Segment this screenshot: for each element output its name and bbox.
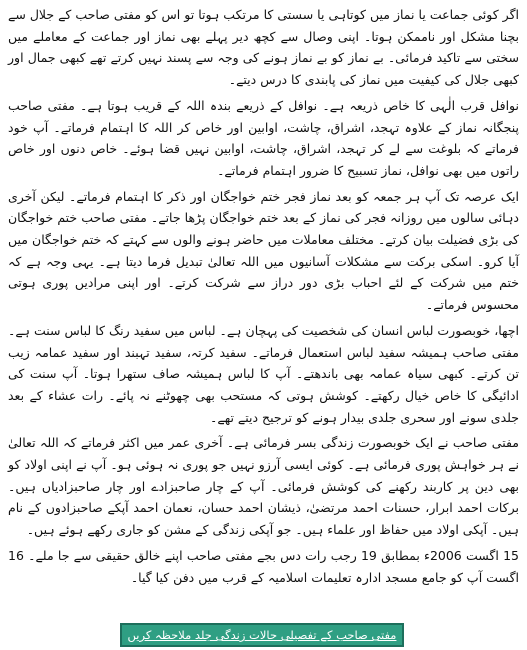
paragraph-prayer-discipline: اگر کوئی جماعت یا نماز میں کوتاہی یا سستی کا مرتکب ہوتا تو اس کو مفتی صاحب کے جلال سے بچنا مشکل اور ناممکن ہوتا۔ اپنی وصال سے کچھ دیر پہلے بھی نماز اور جماعت کے معاملے میں سختی سے تاکید فرمائی۔ بے نماز کو بے نماز ہونے کی وجہ سے پسند نہیں کرتے تھے کبھی جمال اور کبھی جلال کی کیفیت میں نماز کی پابندی کا درس دیتے۔ [8, 7, 519, 88]
detailed-biography-link[interactable] [120, 623, 404, 647]
paragraph-khatm-khwajgan: ایک عرصہ تک آپ ہر جمعہ کو بعد نماز فجر ختم خواجگان اور ذکر کا اہتمام فرماتے۔ لیکن آخری دہائی سالوں میں روزانہ فجر کی نماز کے بعد ختم خواجگان پڑھا جاتے۔ مفتی صاحب ختم خواجگان کی بڑی فضیلت بیان کرتے۔ مختلف معاملات میں حاضر ہونے والوں سے کہتے کہ ختم خواجگان میں آیا کرو۔ اسکی برکت سے مشکلات آسانیوں میں اللہ تعالیٰ تبدیل فرما دیتا ہے۔ یہی وجہ ہے کہ ختم میں شرکت کے لئے احباب بڑی دور دراز سے شرکت کرتے۔ اور اپنی مرادیں پوری ہوتی محسوس فرماتے۔ [8, 188, 519, 313]
paragraph-nawafil: نوافل قرب الٰہی کا خاص ذریعہ ہے۔ نوافل کے ذریعے بندہ اللہ کے قریب ہوتا ہے۔ مفتی صاحب پنجگانہ نماز کے علاوہ تہجد، اشراق، چاشت، اوابین اور خاص کر اللہ کا اہتمام فرماتے۔ آپ خود فرماتے کہ بلوغت سے لے کر تہجد، اشراق، چاشت، اوابین نہیں قضا ہوئے۔ خاص دنوں اور خاص راتوں میں بھی نوافل، نماز تسبیح کا ضرور اہتمام فرماتے۔ [8, 97, 519, 178]
paragraph-demise: 15 اگست 2006ء بمطابق 19 رجب رات دس بجے مفتی صاحب اپنے خالق حقیقی سے جا ملے۔ 16 اگست آپ کو جامع مسجد ادارہ تعلیمات اسلامیہ کے قرب میں دفن کیا گیا۔ [8, 547, 520, 585]
detailed-biography-link-label: مفتی صاحب کے تفصیلی حالات زندگی جلد ملاحظہ کریں [127, 628, 397, 642]
paragraph-attire: اچھا، خوبصورت لباس انسان کی شخصیت کی پہچان ہے۔ لباس میں سفید رنگ کا لباس سنت ہے۔ مفتی صاحب ہمیشہ سفید لباس استعمال فرماتے۔ سفید کرتہ، سفید تہبند اور سفید عمامہ زیب تن کرتے۔ کبھی سیاہ عمامہ بھی باندھتے۔ آپ کا لباس ہمیشہ صاف ستھرا ہوتا۔ آپ سنت کی ادائیگی کا خاص خیال رکھتے۔ کوشش ہوتی کہ مستحب بھی چھوٹنے نہ پائے۔ رات عشاء کے بعد جلدی سونے اور سحری جلدی بیدار ہونے کو ترجیح دیتے تھے۔ [8, 322, 519, 425]
paragraph-family: مفتی صاحب نے ایک خوبصورت زندگی بسر فرمائی ہے۔ آخری عمر میں اکثر فرماتے کہ اللہ تعالیٰ نے ہر خواہش پوری فرمائی ہے۔ کوئی ایسی آرزو نہیں جو پوری نہ ہوئی ہو۔ آپ نے اپنی اولاد کو بھی دین پر کاربند رکھنے کی کوشش فرمائی۔ آپ کے چار صاحبزادے اور چار صاحبزادیاں ہیں۔ برکات احمد ابرار، حسنات احمد مرتضیٰ، ذیشان احمد حسان، نعمان احمد آپکے صاحبزادوں کے نام ہیں۔ آپکی اولاد میں حفاظ اور علماء ہیں۔ جو آپکی زندگی کے مشن کو جاری رکھے ہوئے ہیں۔ [8, 435, 519, 538]
